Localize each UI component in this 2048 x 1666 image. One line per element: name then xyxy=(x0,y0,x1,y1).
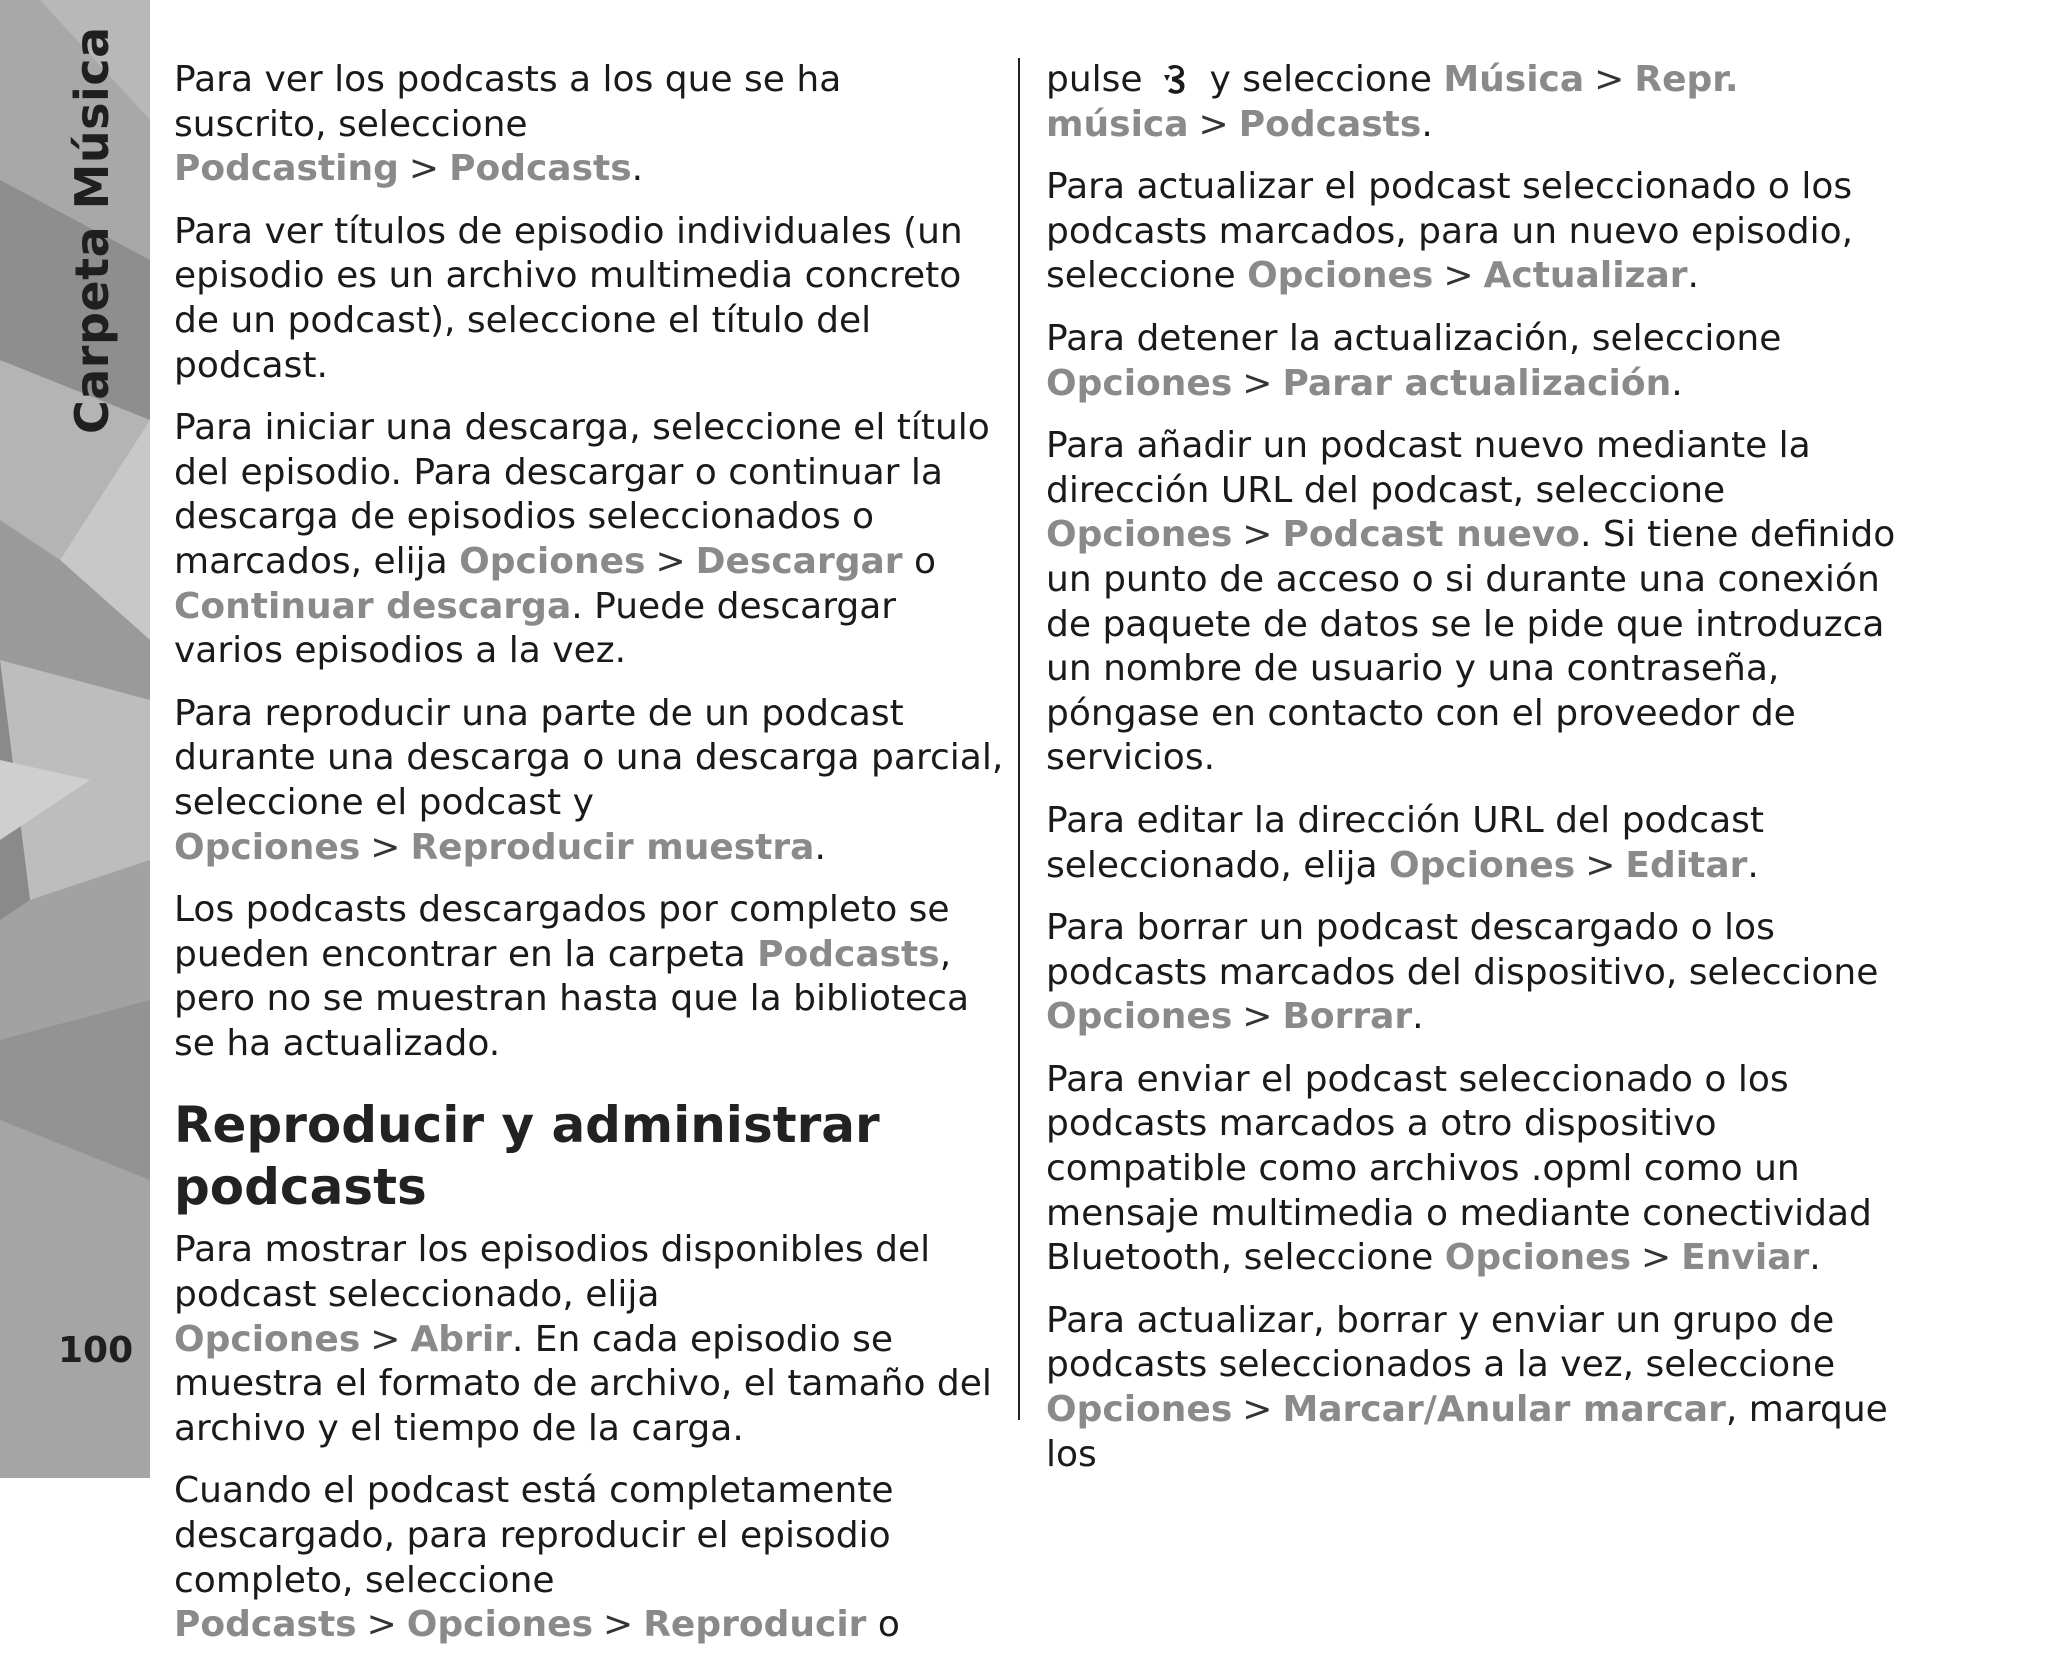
text: Para detener la actualización, seleccione xyxy=(1046,317,1782,359)
menu-term: Opciones xyxy=(1388,844,1576,886)
menu-term: Podcasts xyxy=(1238,103,1422,145)
text: . xyxy=(1671,362,1683,404)
text: Para actualizar el podcast seleccionado o los podcasts marcados, para un nuevo episodio, seleccione xyxy=(1046,166,1854,297)
menu-term: Opciones xyxy=(1046,362,1233,404)
paragraph xyxy=(174,1469,1004,1647)
separator: > xyxy=(1641,1237,1672,1279)
right-column xyxy=(1046,58,1906,1495)
menu-term: Continuar descarga xyxy=(174,585,572,627)
separator: > xyxy=(1242,1389,1273,1431)
section-heading: Reproducir y administrar podcasts xyxy=(174,1096,880,1217)
text: . xyxy=(1412,996,1424,1038)
text: . xyxy=(1421,103,1433,145)
text: Para actualizar, borrar y enviar un grupo de podcasts seleccionados a la vez, seleccione xyxy=(1046,1299,1836,1386)
menu-term: Podcasts xyxy=(174,1604,357,1646)
menu-term: Opciones xyxy=(174,1318,361,1360)
menu-term: Editar xyxy=(1625,844,1748,886)
text: o xyxy=(866,1604,900,1646)
text: pulse xyxy=(1046,59,1155,100)
separator: > xyxy=(1594,59,1625,100)
menu-term: Música xyxy=(1443,59,1585,100)
text: . xyxy=(1687,255,1699,297)
separator: > xyxy=(370,1318,401,1360)
separator: > xyxy=(1198,103,1229,145)
separator: > xyxy=(1585,844,1616,886)
menu-term: Opciones xyxy=(1046,996,1233,1038)
menu-term: Reproducir muestra xyxy=(410,826,815,868)
text: . xyxy=(631,148,644,190)
text: . xyxy=(1747,844,1759,886)
text: . En cada episodio se muestra el formato de archivo, el tamaño del archivo y el tiempo de la carga. xyxy=(174,1318,992,1449)
menu-term: Opciones xyxy=(1046,1389,1233,1431)
separator: > xyxy=(1242,514,1273,556)
paragraph xyxy=(174,1228,1004,1451)
column-divider xyxy=(1018,58,1020,1420)
paragraph xyxy=(1046,1058,1906,1281)
separator: > xyxy=(1242,996,1273,1038)
text: o xyxy=(902,540,937,582)
text: Para reproducir una parte de un podcast durante una descarga o una descarga parcial, seleccione el podcast y xyxy=(174,692,1004,823)
separator: > xyxy=(408,148,440,190)
text: Para enviar el podcast seleccionado o los podcasts marcados a otro dispositivo compatible como archivos .opml como un mensaje multimedia o mediante conectividad Bluetooth, seleccione xyxy=(1046,1058,1872,1279)
text: . xyxy=(814,826,826,868)
menu-term: Descargar xyxy=(695,540,903,582)
menu-term: Opciones xyxy=(174,826,361,868)
menu-term: Opciones xyxy=(406,1604,594,1646)
menu-term: Podcasting xyxy=(174,148,399,190)
paragraph xyxy=(174,58,1004,192)
paragraph xyxy=(1046,1299,1906,1477)
paragraph: Para ver títulos de episodio individuales (un episodio es un archivo multimedia concreto de un podcast), seleccione el título del podcast. xyxy=(174,210,963,386)
separator: > xyxy=(603,1604,634,1646)
menu-term: Opciones xyxy=(459,540,646,582)
paragraph xyxy=(1046,424,1906,781)
menu-key-icon xyxy=(1158,61,1194,97)
menu-term: Marcar/Anular marcar xyxy=(1282,1389,1726,1431)
text: . Puede descargar varios episodios a la vez. xyxy=(174,585,897,672)
paragraph xyxy=(1046,58,1906,147)
text: Cuando el podcast está completamente descargado, para reproducir el episodio completo, seleccione xyxy=(174,1470,894,1601)
menu-term: Podcasts xyxy=(757,933,940,975)
menu-term: Abrir xyxy=(410,1318,512,1360)
text: Para borrar un podcast descargado o los podcasts marcados del dispositivo, seleccione xyxy=(1046,907,1879,993)
paragraph xyxy=(1046,799,1906,888)
menu-term: Podcast nuevo xyxy=(1282,514,1580,556)
paragraph xyxy=(1046,906,1906,1040)
paragraph xyxy=(174,692,1004,870)
menu-term: Podcasts xyxy=(449,148,632,190)
left-column xyxy=(174,58,1004,1666)
text: Los podcasts descargados por completo se pueden encontrar en la carpeta xyxy=(174,889,950,975)
section-title: Carpeta Música xyxy=(65,26,119,434)
text: , marque los xyxy=(1046,1389,1888,1475)
paragraph xyxy=(174,888,1004,1066)
menu-term: Enviar xyxy=(1681,1237,1810,1279)
paragraph xyxy=(1046,165,1906,299)
text: . Si tiene definido un punto de acceso o si durante una conexión de paquete de datos se le pide que introduzca un nombre de usuario y una contraseña, póngase en contacto con el proveedor de servicios. xyxy=(1046,514,1896,779)
text: y seleccione xyxy=(1198,59,1444,100)
menu-term: Opciones xyxy=(1046,514,1233,556)
menu-term: Reproducir xyxy=(643,1604,867,1646)
text: Para iniciar una descarga, seleccione el título del episodio. Para descargar o continuar la descarga de episodios seleccionados o marcados, elija xyxy=(174,407,990,582)
separator: > xyxy=(366,1604,397,1646)
text: Para ver los podcasts a los que se ha suscrito, seleccione xyxy=(174,59,842,145)
menu-term: Opciones xyxy=(1247,255,1434,297)
page-number: 100 xyxy=(58,1330,134,1371)
separator: > xyxy=(1242,362,1273,404)
separator: > xyxy=(370,826,401,868)
paragraph xyxy=(1046,317,1906,406)
text: Para editar la dirección URL del podcast seleccionado, elija xyxy=(1046,799,1765,886)
menu-term: Opciones xyxy=(1444,1237,1631,1279)
text: Para añadir un podcast nuevo mediante la dirección URL del podcast, seleccione xyxy=(1046,425,1811,511)
separator: > xyxy=(1443,255,1474,297)
text: , pero no se muestran hasta que la biblioteca se ha actualizado. xyxy=(174,933,970,1064)
menu-term: Actualizar xyxy=(1483,255,1688,297)
menu-term: Borrar xyxy=(1282,996,1413,1038)
paragraph xyxy=(174,406,1004,674)
text: Para mostrar los episodios disponibles del podcast seleccionado, elija xyxy=(174,1229,931,1316)
text: . xyxy=(1809,1237,1821,1279)
menu-term: Repr. música xyxy=(1046,59,1739,145)
menu-term: Parar actualización xyxy=(1282,362,1672,404)
side-band xyxy=(0,0,150,1478)
separator: > xyxy=(655,540,686,582)
